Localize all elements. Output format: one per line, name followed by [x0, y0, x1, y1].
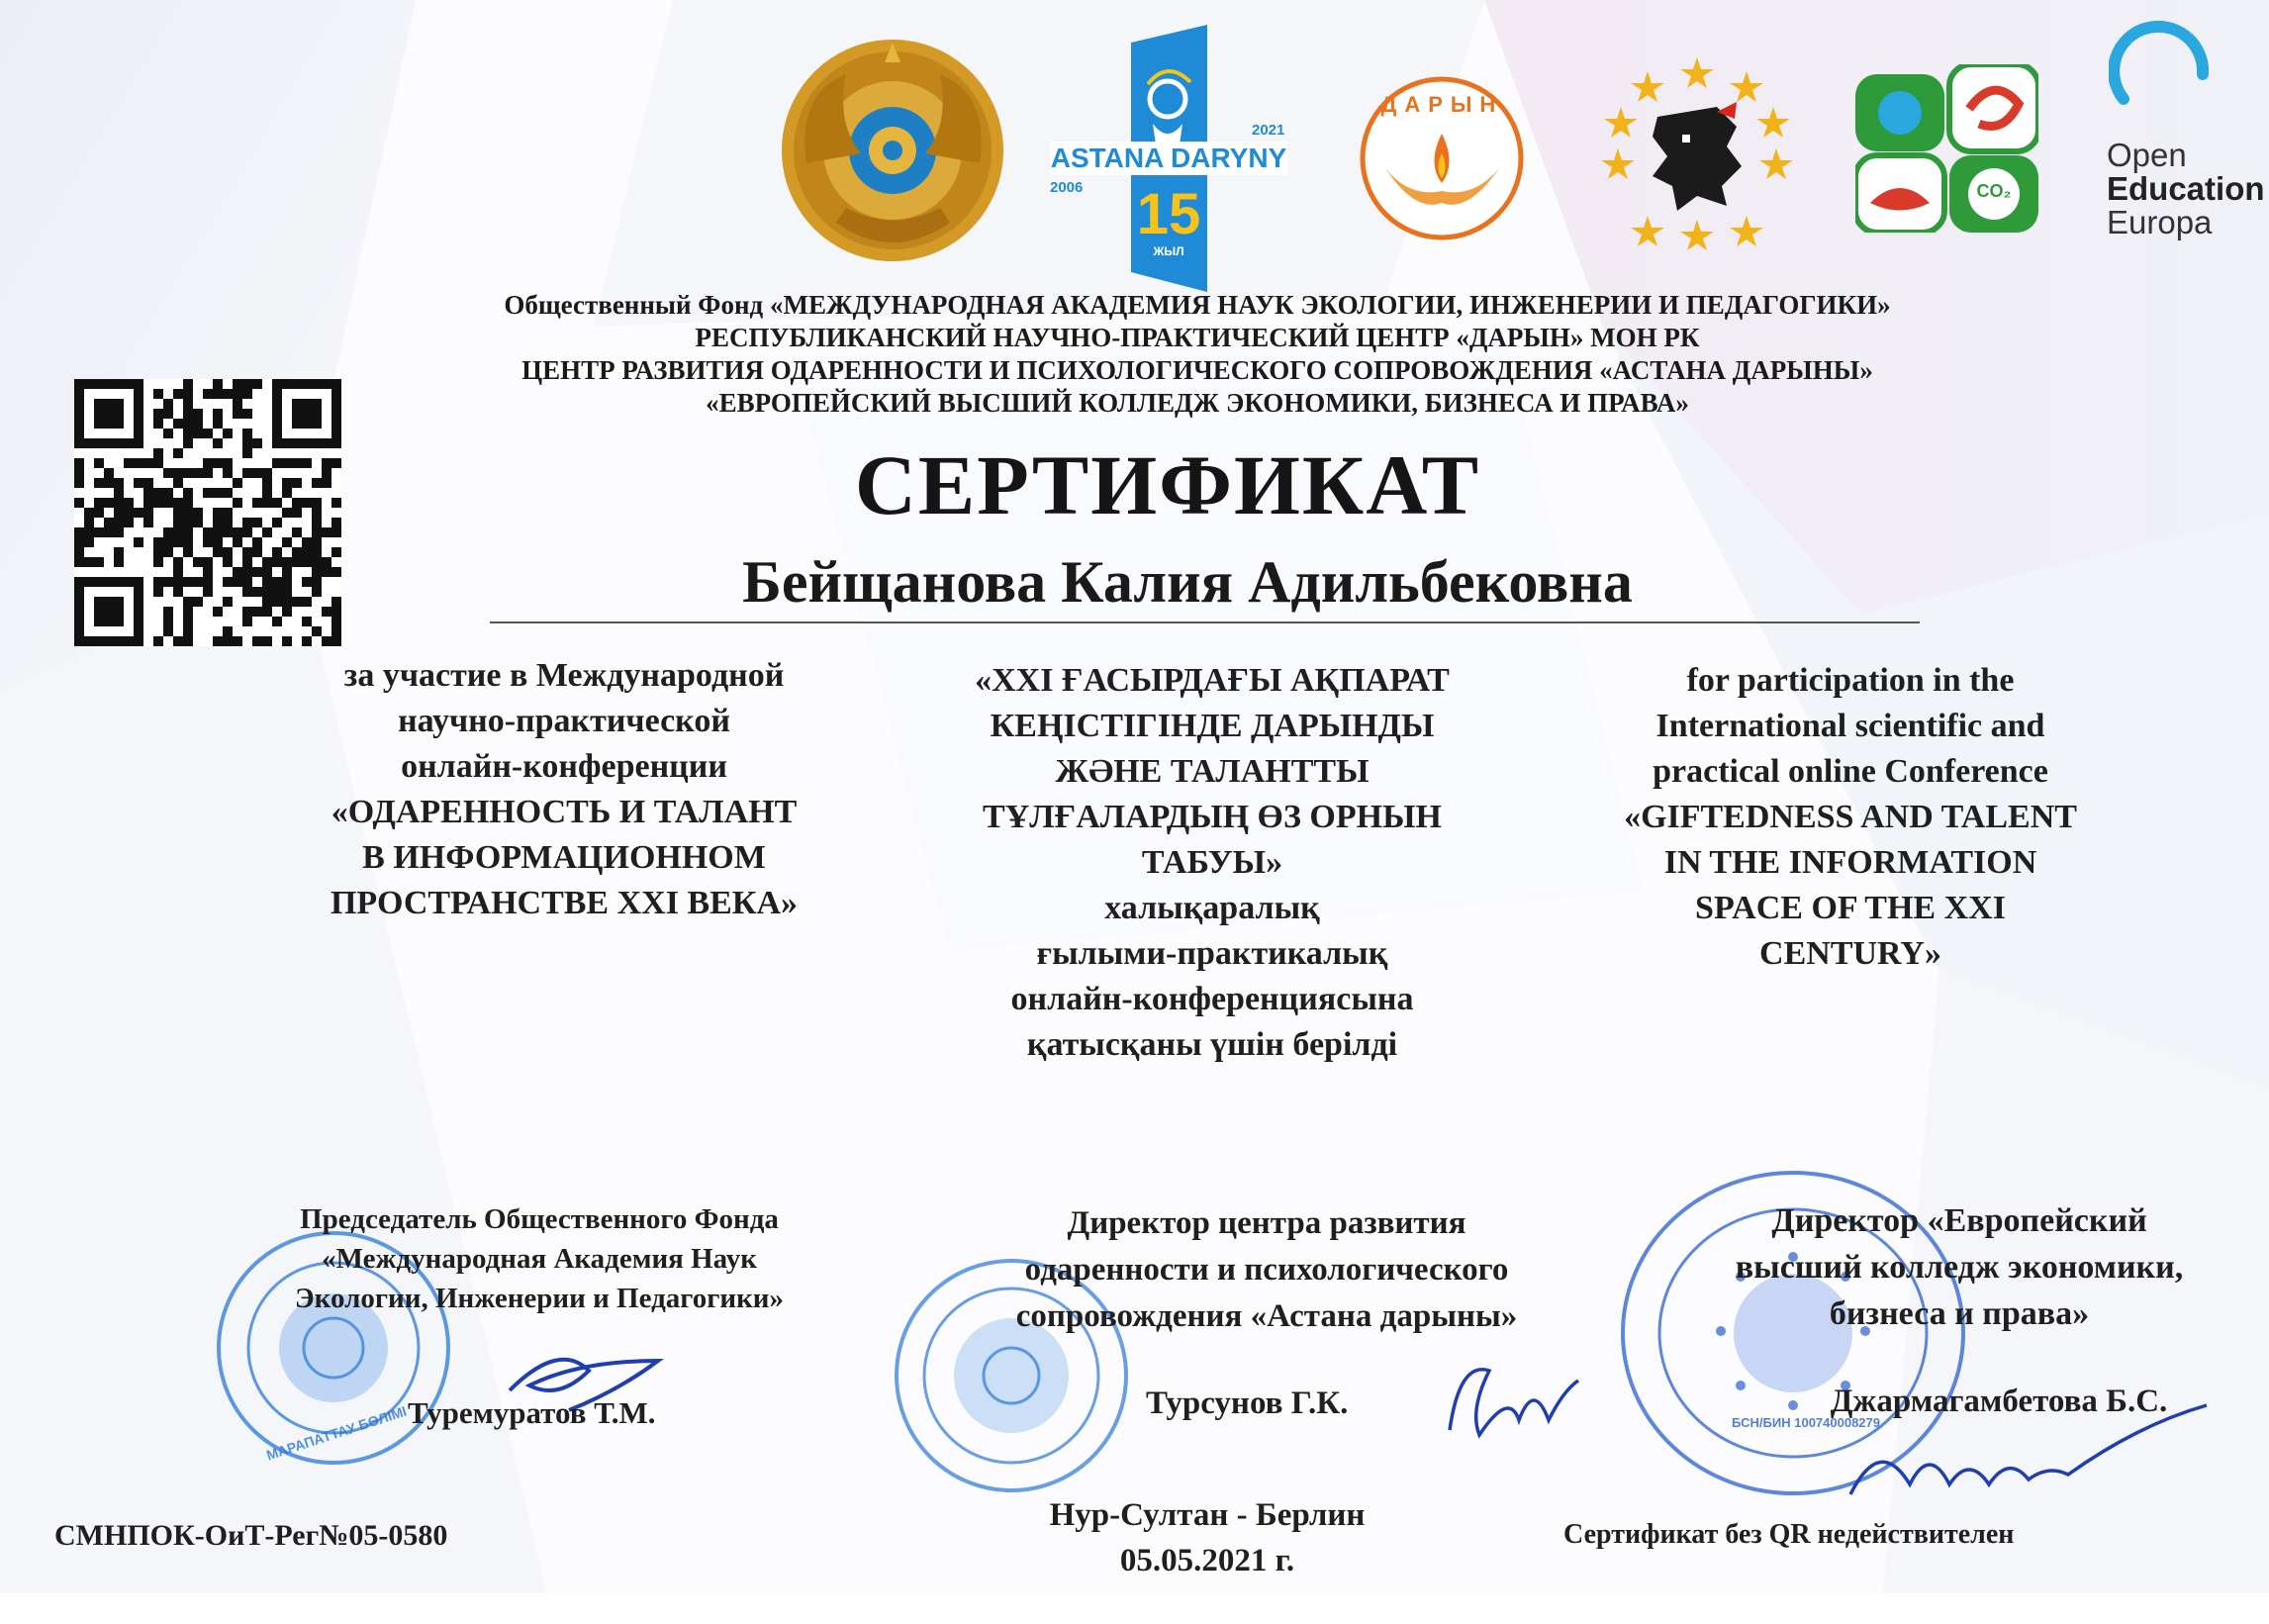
signature-tursunov: [1440, 1351, 1588, 1450]
kazakhstan-emblem-icon: [777, 35, 1009, 267]
open-education-line3: Europa: [2107, 204, 2213, 240]
russian-line: «ОДАРЕННОСТЬ И ТАЛАНТ: [331, 794, 798, 830]
foundation-stamp-text: МАРАПАТТАУ БӨЛІМІ: [264, 1402, 409, 1464]
russian-line: научно-практической: [398, 703, 730, 739]
middle-signatory-name: Турсунов Г.К.: [1146, 1385, 1349, 1421]
right-signatory-title-line: высший колледж экономики,: [1735, 1249, 2184, 1286]
right-signatory-title: [1662, 1197, 2256, 1337]
left-signatory-title-line: «Международная Академия Наук: [322, 1243, 757, 1275]
eu-stars-lion-icon: [1598, 57, 1796, 255]
qr-validity-note: Сертификат без QR недействителен: [1563, 1519, 2015, 1550]
russian-line: В ИНФОРМАЦИОННОМ: [362, 839, 766, 876]
english-line: SPACE OF THE XXI: [1695, 890, 2006, 926]
kazakh-line: ЖӘНЕ ТАЛАНТТЫ: [1055, 753, 1370, 790]
left-signatory-title-line: Председатель Общественного Фонда: [300, 1203, 779, 1235]
recipient-name: Бейщанова Калия Адильбековна: [742, 549, 1633, 615]
issue-date: 05.05.2021 г.: [1119, 1543, 1295, 1578]
astana-daryny-year-start: 2006: [1050, 179, 1084, 196]
english-line: CENTURY»: [1759, 935, 1941, 972]
russian-text-column: [267, 653, 861, 926]
left-signatory-title-line: Экологии, Инженерии и Педагогики»: [294, 1283, 785, 1314]
eco-quadrant-icon: [1855, 64, 2038, 233]
astana-daryny-anniversary: 15: [1136, 182, 1201, 246]
right-signatory-title-line: бизнеса и права»: [1829, 1295, 2090, 1332]
left-signatory-title: [237, 1199, 841, 1318]
eco-logo: [1855, 64, 2038, 233]
kazakh-line: халықаралық: [1104, 890, 1320, 926]
russian-line: ПРОСТРАНСТВЕ XXI ВЕКА»: [330, 885, 798, 921]
daryn-letters: ДАРЫН: [1380, 92, 1504, 117]
kazakh-text-column: [896, 658, 1529, 1068]
org-line-daryn-center: РЕСПУБЛИКАНСКИЙ НАУЧНО-ПРАКТИЧЕСКИЙ ЦЕНТР «ДАРЫН» МОН РК: [695, 323, 1700, 352]
english-line: for participation in the: [1686, 662, 2015, 699]
english-line: «GIFTEDNESS AND TALENT: [1624, 799, 2077, 835]
kazakh-line: ТАБУЫ»: [1141, 844, 1283, 881]
org-line-astana-daryny: ЦЕНТР РАЗВИТИЯ ОДАРЕННОСТИ И ПСИХОЛОГИЧЕСКОГО СОПРОВОЖДЕНИЯ «АСТАНА ДАРЫНЫ»: [521, 355, 1873, 385]
european-college-stamp-text: БСН/БИН 100740008279: [1731, 1415, 1880, 1430]
astana-daryny-anniversary-unit: ЖЫЛ: [1153, 244, 1184, 258]
middle-signatory-title-line: сопровождения «Астана дарыны»: [1015, 1298, 1518, 1334]
russian-line: онлайн-конференции: [401, 748, 727, 785]
kazakh-line: «XXI ҒАСЫРДАҒЫ АҚПАРАТ: [975, 662, 1450, 699]
english-text-column: [1559, 658, 2142, 977]
middle-signatory-title: [930, 1200, 1603, 1340]
astana-daryny-name: ASTANA DARYNY: [1050, 143, 1287, 173]
english-line: practical online Conference: [1653, 753, 2048, 790]
qr-code[interactable]: [74, 379, 341, 646]
russian-line: за участие в Международной: [343, 657, 785, 694]
astana-daryny-year-end: 2021: [1252, 122, 1285, 139]
open-education-line1: Open: [2107, 137, 2187, 173]
registration-number: СМНПОК-ОиТ-Рег№05-0580: [54, 1519, 448, 1552]
english-line: IN THE INFORMATION: [1663, 844, 2037, 881]
certificate-title: СЕРТИФИКАТ: [854, 437, 1481, 532]
recipient-underline: [490, 621, 1920, 623]
middle-signatory-title-line: одаренности и психологического: [1024, 1252, 1509, 1288]
kazakh-line: КЕҢІСТІГІНДЕ ДАРЫНДЫ: [990, 708, 1435, 744]
eco-co2-label: CO₂: [1976, 181, 2012, 201]
organization-header: [297, 289, 2098, 420]
org-line-foundation: Общественный Фонд «МЕЖДУНАРОДНАЯ АКАДЕМИЯ НАУК ЭКОЛОГИИ, ИНЖЕНЕРИИ И ПЕДАГОГИКИ»: [504, 290, 1891, 320]
open-education-arc-icon: [2109, 20, 2218, 129]
org-line-european-college: «ЕВРОПЕЙСКИЙ ВЫСШИЙ КОЛЛЕДЖ ЭКОНОМИКИ, БИЗНЕСА И ПРАВА»: [706, 388, 1689, 418]
daryn-logo: [1356, 74, 1529, 242]
open-education-line2: Education: [2107, 170, 2265, 207]
open-education-europa-logo: [2103, 20, 2269, 247]
issue-place: Нур-Султан - Берлин: [1049, 1497, 1366, 1533]
middle-signatory-title-line: Директор центра развития: [1067, 1205, 1466, 1241]
right-signatory-name: Джармагамбетова Б.С.: [1830, 1384, 2168, 1419]
left-signatory-name: Туремуратов Т.М.: [408, 1395, 656, 1430]
kazakh-line: қатысқаны үшін берілді: [1026, 1026, 1398, 1063]
kazakh-line: ғылыми-практикалық: [1036, 935, 1388, 972]
right-signatory-title-line: Директор «Европейский: [1771, 1202, 2147, 1239]
astana-daryny-logo: [1044, 25, 1291, 292]
kazakh-line: ТҰЛҒАЛАРДЫҢ ӨЗ ОРНЫН: [983, 799, 1442, 835]
english-line: International scientific and: [1655, 708, 2045, 744]
kazakh-line: онлайн-конференциясына: [1010, 981, 1414, 1017]
